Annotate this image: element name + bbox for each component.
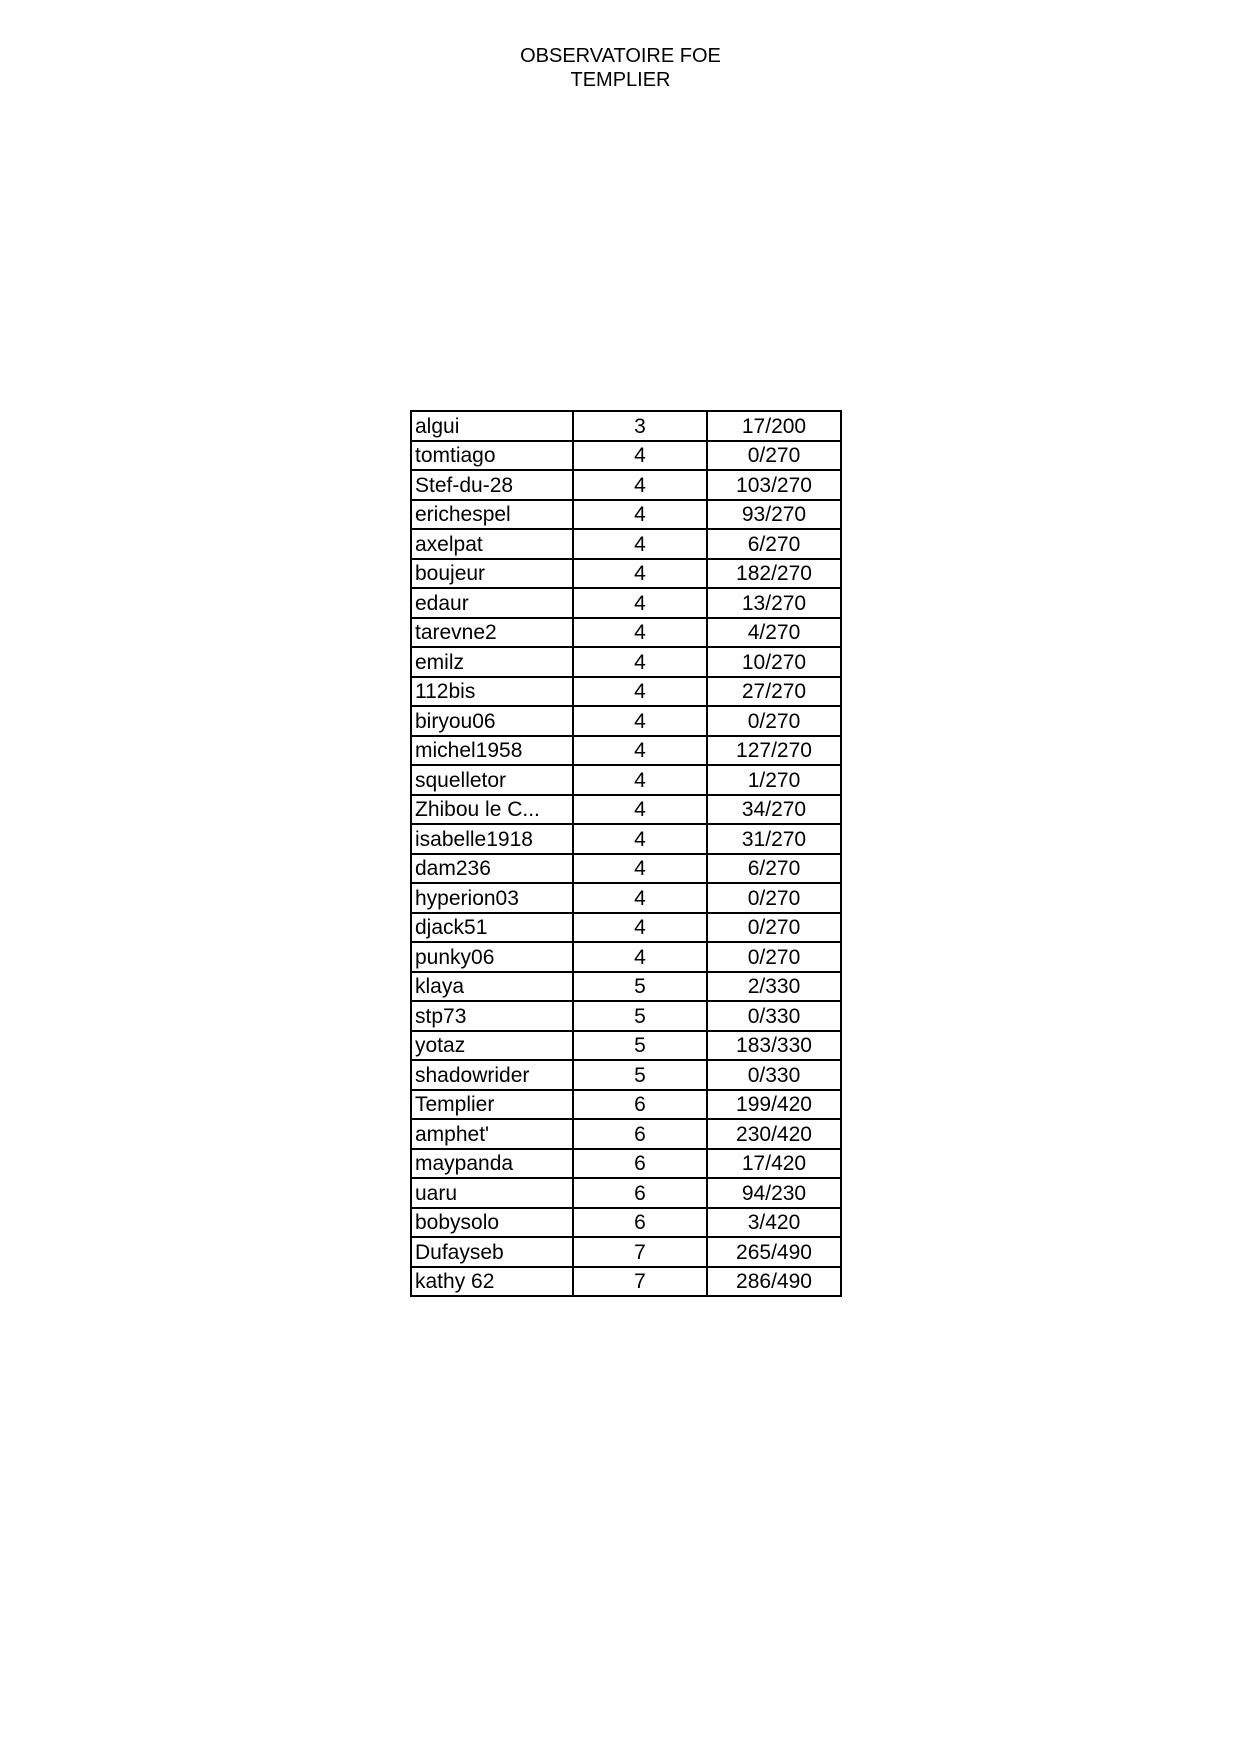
player-progress-cell: 286/490: [707, 1267, 841, 1297]
table-row: [411, 765, 841, 795]
player-level-cell: 4: [573, 942, 707, 972]
player-level-cell: 4: [573, 913, 707, 943]
table-row: [411, 1001, 841, 1031]
player-level-cell: 4: [573, 706, 707, 736]
player-name-cell: amphet': [411, 1119, 573, 1149]
player-level-cell: 4: [573, 529, 707, 559]
player-level-cell: 5: [573, 1031, 707, 1061]
player-level-cell: 3: [573, 411, 707, 441]
player-level-cell: 6: [573, 1149, 707, 1179]
table-row: [411, 1237, 841, 1267]
table-row: [411, 824, 841, 854]
table-row: [411, 736, 841, 766]
player-progress-cell: 2/330: [707, 972, 841, 1002]
players-table: [410, 410, 842, 1297]
table-row: [411, 913, 841, 943]
player-level-cell: 5: [573, 1001, 707, 1031]
player-progress-cell: 6/270: [707, 529, 841, 559]
table-row: [411, 795, 841, 825]
player-level-cell: 6: [573, 1090, 707, 1120]
player-level-cell: 4: [573, 854, 707, 884]
player-name-cell: uaru: [411, 1178, 573, 1208]
player-level-cell: 4: [573, 470, 707, 500]
player-name-cell: klaya: [411, 972, 573, 1002]
page-header: [0, 44, 1241, 92]
player-level-cell: 4: [573, 559, 707, 589]
table-row: [411, 500, 841, 530]
table-row: [411, 618, 841, 648]
player-progress-cell: 34/270: [707, 795, 841, 825]
player-name-cell: algui: [411, 411, 573, 441]
player-name-cell: stp73: [411, 1001, 573, 1031]
player-level-cell: 4: [573, 736, 707, 766]
player-name-cell: punky06: [411, 942, 573, 972]
table-row: [411, 1031, 841, 1061]
table-row: [411, 972, 841, 1002]
player-name-cell: biryou06: [411, 706, 573, 736]
player-progress-cell: 27/270: [707, 677, 841, 707]
player-progress-cell: 0/330: [707, 1060, 841, 1090]
player-progress-cell: 0/270: [707, 913, 841, 943]
player-name-cell: hyperion03: [411, 883, 573, 913]
player-level-cell: 4: [573, 765, 707, 795]
player-level-cell: 4: [573, 647, 707, 677]
player-level-cell: 4: [573, 500, 707, 530]
player-level-cell: 4: [573, 795, 707, 825]
player-progress-cell: 265/490: [707, 1237, 841, 1267]
player-level-cell: 7: [573, 1267, 707, 1297]
player-name-cell: michel1958: [411, 736, 573, 766]
player-level-cell: 4: [573, 883, 707, 913]
player-name-cell: dam236: [411, 854, 573, 884]
player-progress-cell: 0/270: [707, 706, 841, 736]
player-name-cell: shadowrider: [411, 1060, 573, 1090]
player-level-cell: 6: [573, 1178, 707, 1208]
document-title: OBSERVATOIRE FOE: [520, 45, 721, 67]
player-level-cell: 4: [573, 588, 707, 618]
player-progress-cell: 17/200: [707, 411, 841, 441]
player-level-cell: 6: [573, 1208, 707, 1238]
table-row: [411, 1119, 841, 1149]
table-row: [411, 529, 841, 559]
table-row: [411, 1267, 841, 1297]
table-row: [411, 1149, 841, 1179]
player-name-cell: Zhibou le C...: [411, 795, 573, 825]
player-name-cell: kathy 62: [411, 1267, 573, 1297]
document-subtitle: TEMPLIER: [570, 69, 671, 91]
player-name-cell: tomtiago: [411, 441, 573, 471]
table-row: [411, 441, 841, 471]
player-progress-cell: 3/420: [707, 1208, 841, 1238]
player-name-cell: 112bis: [411, 677, 573, 707]
player-progress-cell: 4/270: [707, 618, 841, 648]
player-progress-cell: 1/270: [707, 765, 841, 795]
table-row: [411, 647, 841, 677]
table-row: [411, 854, 841, 884]
table-row: [411, 588, 841, 618]
player-name-cell: Templier: [411, 1090, 573, 1120]
player-name-cell: axelpat: [411, 529, 573, 559]
table-row: [411, 411, 841, 441]
player-name-cell: bobysolo: [411, 1208, 573, 1238]
player-progress-cell: 0/270: [707, 883, 841, 913]
player-progress-cell: 10/270: [707, 647, 841, 677]
player-level-cell: 4: [573, 441, 707, 471]
player-name-cell: emilz: [411, 647, 573, 677]
player-name-cell: edaur: [411, 588, 573, 618]
player-level-cell: 5: [573, 1060, 707, 1090]
table-row: [411, 1090, 841, 1120]
player-level-cell: 4: [573, 618, 707, 648]
table-row: [411, 1060, 841, 1090]
player-progress-cell: 13/270: [707, 588, 841, 618]
player-name-cell: erichespel: [411, 500, 573, 530]
player-level-cell: 7: [573, 1237, 707, 1267]
table-row: [411, 559, 841, 589]
table-row: [411, 677, 841, 707]
player-progress-cell: 0/270: [707, 942, 841, 972]
player-name-cell: tarevne2: [411, 618, 573, 648]
player-name-cell: Stef-du-28: [411, 470, 573, 500]
player-name-cell: squelletor: [411, 765, 573, 795]
player-progress-cell: 182/270: [707, 559, 841, 589]
player-progress-cell: 0/330: [707, 1001, 841, 1031]
player-name-cell: djack51: [411, 913, 573, 943]
player-level-cell: 4: [573, 824, 707, 854]
player-level-cell: 5: [573, 972, 707, 1002]
table-row: [411, 706, 841, 736]
player-level-cell: 6: [573, 1119, 707, 1149]
player-progress-cell: 183/330: [707, 1031, 841, 1061]
player-progress-cell: 199/420: [707, 1090, 841, 1120]
player-progress-cell: 6/270: [707, 854, 841, 884]
table-row: [411, 883, 841, 913]
table-row: [411, 942, 841, 972]
player-progress-cell: 93/270: [707, 500, 841, 530]
table-row: [411, 1208, 841, 1238]
player-name-cell: Dufayseb: [411, 1237, 573, 1267]
player-name-cell: boujeur: [411, 559, 573, 589]
player-progress-cell: 31/270: [707, 824, 841, 854]
player-progress-cell: 0/270: [707, 441, 841, 471]
player-progress-cell: 17/420: [707, 1149, 841, 1179]
player-progress-cell: 127/270: [707, 736, 841, 766]
table-row: [411, 1178, 841, 1208]
player-name-cell: yotaz: [411, 1031, 573, 1061]
player-progress-cell: 103/270: [707, 470, 841, 500]
players-table-body: [411, 411, 841, 1296]
player-name-cell: isabelle1918: [411, 824, 573, 854]
table-row: [411, 470, 841, 500]
player-progress-cell: 94/230: [707, 1178, 841, 1208]
player-progress-cell: 230/420: [707, 1119, 841, 1149]
player-name-cell: maypanda: [411, 1149, 573, 1179]
player-level-cell: 4: [573, 677, 707, 707]
